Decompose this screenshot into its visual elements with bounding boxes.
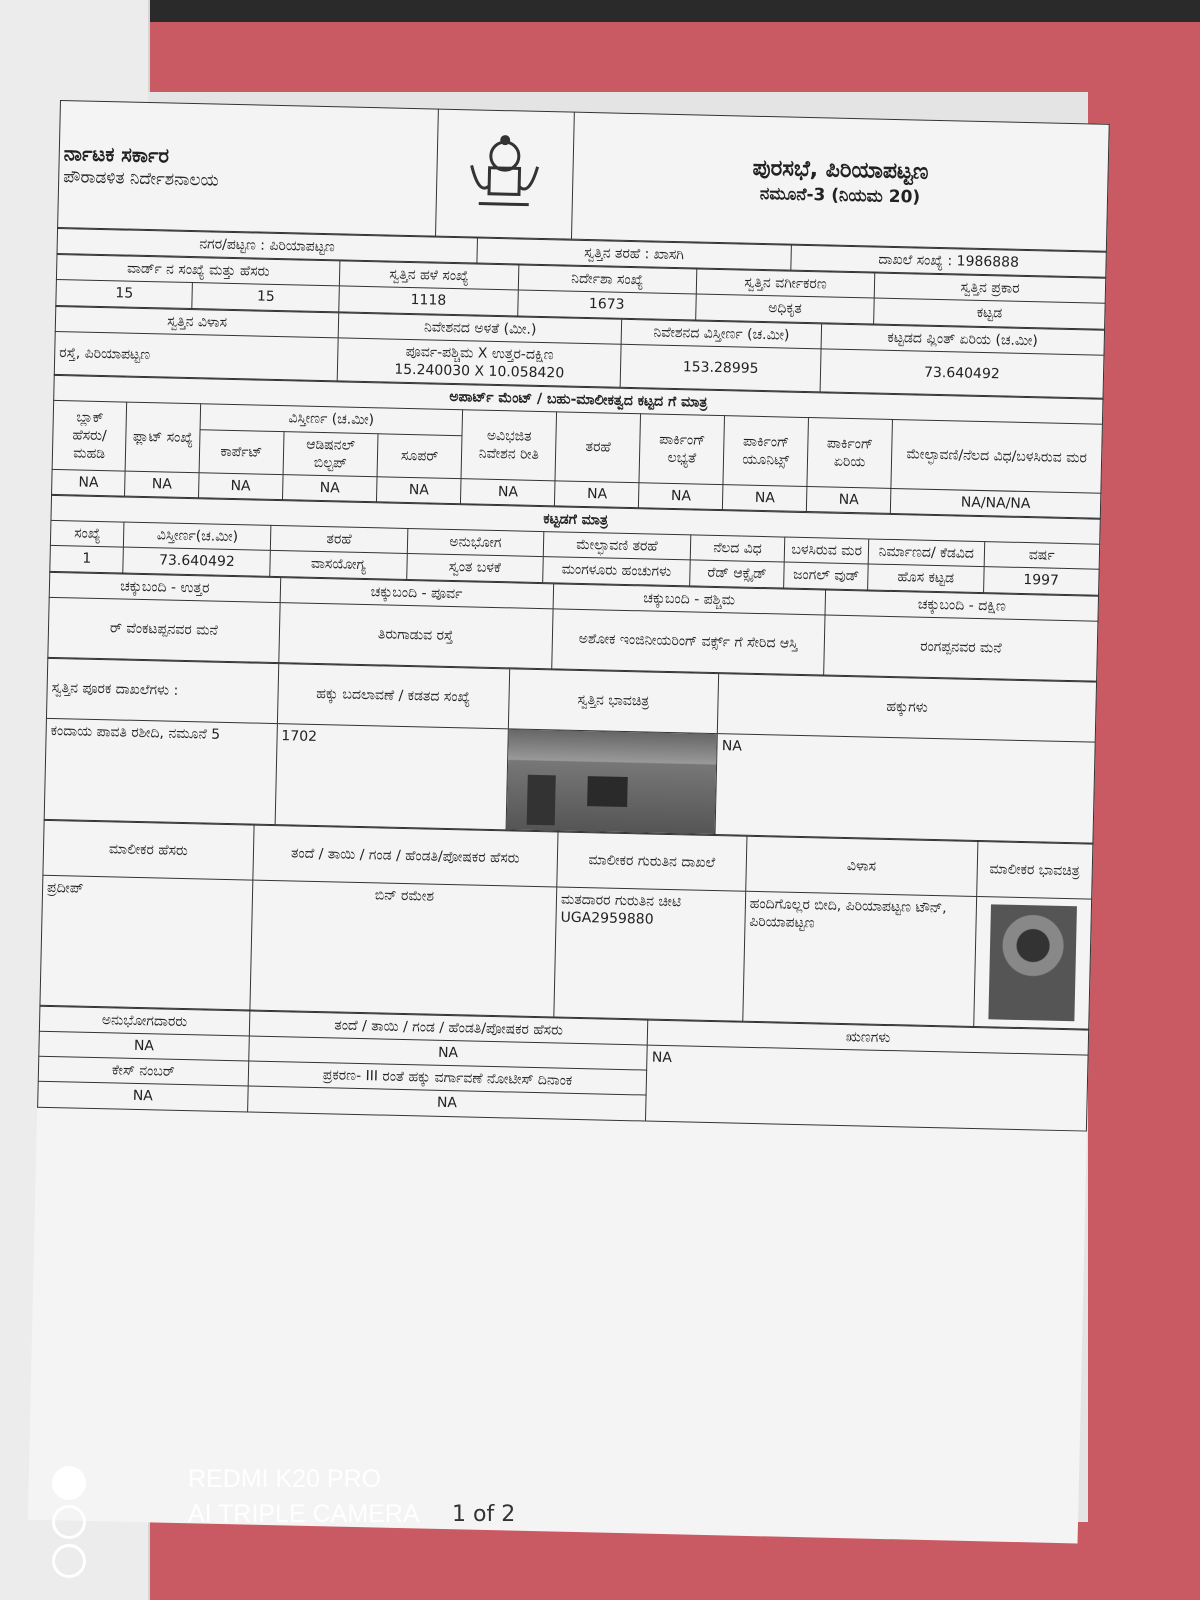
- dimension-header: ನಿವೇಶನದ ಅಳತೆ (ಮೀ.): [338, 312, 622, 344]
- bld-built: ಹೊಸ ಕಟ್ಟಡ: [868, 564, 984, 592]
- owner-id-cell: [554, 887, 746, 1021]
- apartment-table: [51, 375, 1103, 519]
- office-title: ಪುರಸಭೆ, ಪಿರಿಯಾಪಟ್ಟಣ: [752, 155, 929, 185]
- owner-photo-header: ಮಾಲೀಕರ ಭಾವಚಿತ್ರ: [976, 841, 1093, 899]
- bld-floor: ರೆಡ್ ಆಕ್ಸೈಡ್: [690, 560, 785, 587]
- plinth-header: ಕಟ್ಟಡದ ಪ್ಲಿಂತ್ ಏರಿಯ (ಚ.ಮೀ): [821, 323, 1105, 355]
- west-boundary: ಅಶೋಕ ಇಂಜಿನೀಯರಿಂಗ್ ವರ್ಕ್ಸ್ ಗೆ ಸೇರಿದ ಆಸ್ತಿ: [551, 609, 825, 675]
- occupant-header: ಅನುಭೋಗದಾರರು: [39, 1006, 249, 1036]
- west-header: ಚಕ್ಕುಬಂದಿ - ಪಶ್ಚಿಮ: [553, 583, 826, 614]
- property-photo: [506, 729, 717, 834]
- property-photo-cell: [506, 729, 718, 835]
- bld-use-header: ಅನುಭೋಗ: [407, 529, 544, 557]
- owner-relation: ಬಿನ್ ರಮೇಶ: [250, 880, 557, 1017]
- liabilities-header: ಋಣಗಳು: [648, 1020, 1089, 1055]
- gov-block: [58, 101, 438, 237]
- flat-header: ಫ್ಲಾಟ್ ಸಂಖ್ಯೆ: [126, 402, 201, 472]
- building-title: ಕಟ್ಟಡಗೆ ಮಾತ್ರ: [51, 495, 1100, 544]
- old-number-header: ಸ್ವತ್ತಿನ ಹಳೆ ಸಂಖ್ಯೆ: [340, 261, 519, 290]
- town: ನಗರ/ಪಟ್ಟಣ : ಪಿರಿಯಾಪಟ್ಟಣ: [57, 228, 477, 263]
- case-header: ಕೇಸ್ ನಂಬರ್: [38, 1056, 248, 1086]
- old-number: 1118: [339, 286, 518, 315]
- apt-value: NA: [723, 485, 807, 512]
- parking-avail-header: ಪಾರ್ಕಿಂಗ್ ಲಭ್ಯತೆ: [639, 414, 724, 484]
- parking-area-header: ಪಾರ್ಕಿಂಗ್ ಏರಿಯ: [807, 418, 892, 488]
- carpet-header: ಕಾರ್ಪೆಟ್: [199, 429, 284, 474]
- notice-header: ಪ್ರಕರಣ- III ರಂತೆ ಹಕ್ಕು ವರ್ಗಾವಣೆ ನೋಟೀಸ್ ದಿನಾಂಕ: [248, 1061, 647, 1095]
- roof-floor-wood-header: ಮೇಲ್ಛಾವಣಿ/ನೆಲದ ವಿಧ/ಬಳಸಿರುವ ಮರ: [891, 420, 1102, 493]
- apt-value: NA: [807, 486, 891, 513]
- south-boundary: ರಂಗಪ್ಪನವರ ಮನೆ: [824, 615, 1098, 681]
- owner-photo-cell: [973, 896, 1091, 1029]
- site-address: ರಸ್ತೆ, ಪಿರಿಯಾಪಟ್ಟಣ: [54, 331, 338, 381]
- bld-roof: ಮಂಗಳೂರು ಹಂಚುಗಳು: [543, 557, 690, 586]
- north-boundary: ರ್ ವೆಂಕಟಪ್ಪನವರ ಮನೆ: [48, 597, 280, 662]
- notice-date: NA: [247, 1086, 646, 1120]
- owner-name-header: ಮಾಲೀಕರ ಹೆಸರು: [43, 820, 254, 880]
- docs-header: ಸ್ವತ್ತಿನ ಪೂರಕ ದಾಖಲೆಗಳು :: [46, 658, 278, 723]
- photo-door: [526, 775, 555, 826]
- reg-number: 1673: [517, 290, 696, 319]
- gov-line2: ಪೌರಾಡಳಿತ ನಿರ್ದೇಶನಾಲಯ: [63, 167, 219, 191]
- owner-address: ಹಂದಿಗೊಲ್ಲರ ಬೀದಿ, ಪಿರಿಯಾಪಟ್ಟಣ ಟೌನ್, ಪಿರಿಯಾಪಟ್ಟಣ: [743, 891, 977, 1026]
- bld-type: ವಾಸಯೋಗ್ಯ: [270, 551, 407, 579]
- bld-no: 1: [50, 546, 124, 573]
- plinth-area: 73.640492: [820, 349, 1104, 399]
- case-number: NA: [38, 1082, 248, 1112]
- mutation-number: 1702: [275, 723, 508, 829]
- site-area: 153.28995: [621, 344, 821, 392]
- dot-icon: [52, 1505, 86, 1539]
- apt-value: NA: [198, 473, 282, 500]
- background-top: [0, 0, 1200, 22]
- page-number: 1 of 2: [452, 1502, 516, 1527]
- apartment-title: ಅಪಾರ್ಟ್ ಮೆಂಟ್ / ಬಹು-ಮಾಲೀಕತ್ವದ ಕಟ್ಟದ ಗೆ ಮಾತ್ರ: [54, 376, 1103, 425]
- apt-value: NA: [282, 475, 377, 502]
- title-block: [571, 112, 1109, 251]
- bld-floor-header: ನೆಲದ ವಿಧ: [690, 535, 785, 562]
- apt-value: NA: [52, 469, 126, 496]
- apt-value: NA: [461, 479, 556, 506]
- bld-area-header: ವಿಸ್ತೀರ್ಣ(ಚ.ಮೀ): [124, 522, 271, 551]
- apt-value: NA/NA/NA: [890, 488, 1100, 518]
- owner-table: [39, 820, 1093, 1030]
- bld-no-header: ಸಂಖ್ಯೆ: [50, 521, 124, 548]
- dimension-label: ಪೂರ್ವ-ಪಶ್ಚಿಮ X ಉತ್ತರ-ದಕ್ಷಿಣ: [405, 343, 554, 364]
- owner-id-header: ಮಾಲೀಕರ ಗುರುತಿನ ದಾಖಲೆ: [557, 832, 747, 891]
- bld-year-header: ವರ್ಷ: [984, 542, 1100, 570]
- classification: ಅಧಿಕೃತ: [696, 294, 875, 323]
- watermark-dots: [52, 1466, 92, 1583]
- owner-relation-header: ತಂದೆ / ತಾಯಿ / ಗಂಡ / ಹೆಂಡತಿ/ಪೋಷಕರ ಹೆಸರು: [253, 825, 558, 887]
- apt-value: NA: [555, 481, 639, 508]
- apt-value: NA: [125, 471, 199, 498]
- kind: ಕಟ್ಟಡ: [874, 298, 1105, 328]
- gov-line1: ರ್ನಾಟಕ ಸರ್ಕಾರ: [63, 141, 170, 168]
- bld-area: 73.640492: [123, 547, 270, 576]
- ward-name: 15: [192, 283, 339, 312]
- additional-header: ಆಡಿಷನಲ್ ಬಿಲ್ಟಪ್: [283, 431, 378, 477]
- area-group-header: ವಿಸ್ತೀರ್ಣ (ಚ.ಮೀ): [200, 404, 463, 435]
- property-photo-header: ಸ್ವತ್ತಿನ ಭಾವಚಿತ್ರ: [508, 669, 719, 734]
- occupant-relation-header: ತಂದೆ / ತಾಯಿ / ಗಂಡ / ಹೆಂಡತಿ/ಪೋಷಕರ ಹೆಸರು: [249, 1011, 648, 1045]
- bld-type-header: ತರಹೆ: [271, 526, 408, 554]
- undivided-header: ಅವಿಭಜಿತ ನಿವೇಶನ ರೀತಿ: [461, 410, 557, 481]
- bld-wood-header: ಬಳಸಿರುವ ಮರ: [784, 537, 868, 564]
- east-boundary: ತಿರುಗಾಡುವ ರಸ್ತೆ: [279, 602, 553, 668]
- watermark-text: [188, 1462, 420, 1532]
- block-header: ಬ್ಲಾಕ್ ಹೆಸರು/ ಮಹಡಿ: [52, 401, 127, 471]
- owner-name: ಪ್ರದೀಪ್: [40, 875, 253, 1010]
- document-sheet: [28, 100, 1110, 1543]
- rights: NA: [715, 733, 1095, 843]
- liabilities: NA: [646, 1045, 1088, 1131]
- owner-address-header: ವಿಳಾಸ: [746, 836, 978, 896]
- owner-photo: [988, 904, 1077, 1021]
- photo-window: [587, 776, 628, 807]
- header-table: [57, 100, 1110, 252]
- doc-text: ಕಂದಾಯ ಪಾವತಿ ರಶೀದಿ, ನಮೂನೆ 5: [44, 718, 277, 824]
- ward-number: 15: [56, 280, 193, 308]
- owner-id-number: UGA2959880: [560, 909, 654, 928]
- dimension-value: 15.240030 X 10.058420: [394, 361, 565, 382]
- bld-built-header: ನಿರ್ಮಾಣದ/ ಕೆಡವಿದ: [868, 539, 984, 567]
- apt-type-header: ತರಹೆ: [555, 412, 640, 482]
- apt-value: NA: [639, 483, 723, 510]
- bld-wood: ಜಂಗಲ್ ವುಡ್: [784, 562, 868, 589]
- camera-label: AI TRIPLE CAMERA: [188, 1500, 420, 1528]
- reg-number-header: ನಿರ್ದೇಶಾ ಸಂಖ್ಯೆ: [518, 265, 697, 294]
- kind-header: ಸ್ವತ್ತಿನ ಪ್ರಕಾರ: [874, 273, 1105, 303]
- bld-roof-header: ಮೇಲ್ಛಾವಣಿ ತರಹೆ: [543, 532, 690, 561]
- bld-year: 1997: [983, 567, 1099, 595]
- classification-header: ಸ್ವತ್ತಿನ ವರ್ಗೀಕರಣ: [696, 269, 875, 298]
- dot-icon: [52, 1466, 86, 1500]
- super-header: ಸೂಪರ್: [377, 433, 462, 478]
- camera-model: REDMI K20 PRO: [188, 1465, 382, 1493]
- form-title: ನಮೂನೆ-3 (ನಿಯಮ 20): [759, 184, 921, 208]
- dot-icon: [52, 1544, 86, 1578]
- occupant-name: NA: [39, 1031, 249, 1061]
- state-emblem-icon: [459, 126, 551, 218]
- occupant-relation: NA: [249, 1036, 648, 1070]
- dimension-cell: [337, 338, 621, 388]
- mutation-header: ಹಕ್ಕು ಬದಲಾವಣೆ / ಕಡತದ ಸಂಖ್ಯೆ: [277, 663, 509, 728]
- ward-header: ವಾರ್ಡ್ ನ ಸಂಖ್ಯೆ ಮತ್ತು ಹೆಸರು: [56, 255, 340, 287]
- east-header: ಚಕ್ಕುಬಂದಿ - ಪೂರ್ವ: [280, 577, 553, 608]
- area-header: ನಿವೇಶನದ ವಿಸ್ತೀರ್ಣ (ಚ.ಮೀ): [622, 319, 822, 349]
- entry-number: ದಾಖಲೆ ಸಂಖ್ಯೆ : 1986888: [791, 245, 1106, 277]
- apt-value: NA: [377, 477, 461, 504]
- rights-header: ಹಕ್ಕುಗಳು: [718, 673, 1097, 742]
- docs-table: [44, 658, 1097, 844]
- south-header: ಚಕ್ಕುಬಂದಿ - ದಕ್ಷಿಣ: [825, 590, 1098, 621]
- emblem-cell: [435, 109, 574, 239]
- bld-use: ಸ್ವಂತ ಬಳಕೆ: [406, 554, 543, 582]
- property-type: ಸ್ವತ್ತಿನ ತರಹೆ : ಖಾಸಗಿ: [476, 238, 791, 270]
- north-header: ಚಕ್ಕುಬಂದಿ - ಉತ್ತರ: [49, 572, 280, 602]
- parking-units-header: ಪಾರ್ಕಿಂಗ್ ಯೂನಿಟ್ಸ್: [723, 416, 808, 486]
- address-header: ಸ್ವತ್ತಿನ ವಿಳಾಸ: [55, 306, 339, 338]
- owner-id-type: ಮತದಾರರ ಗುರುತಿನ ಚೀಟಿ: [560, 891, 682, 911]
